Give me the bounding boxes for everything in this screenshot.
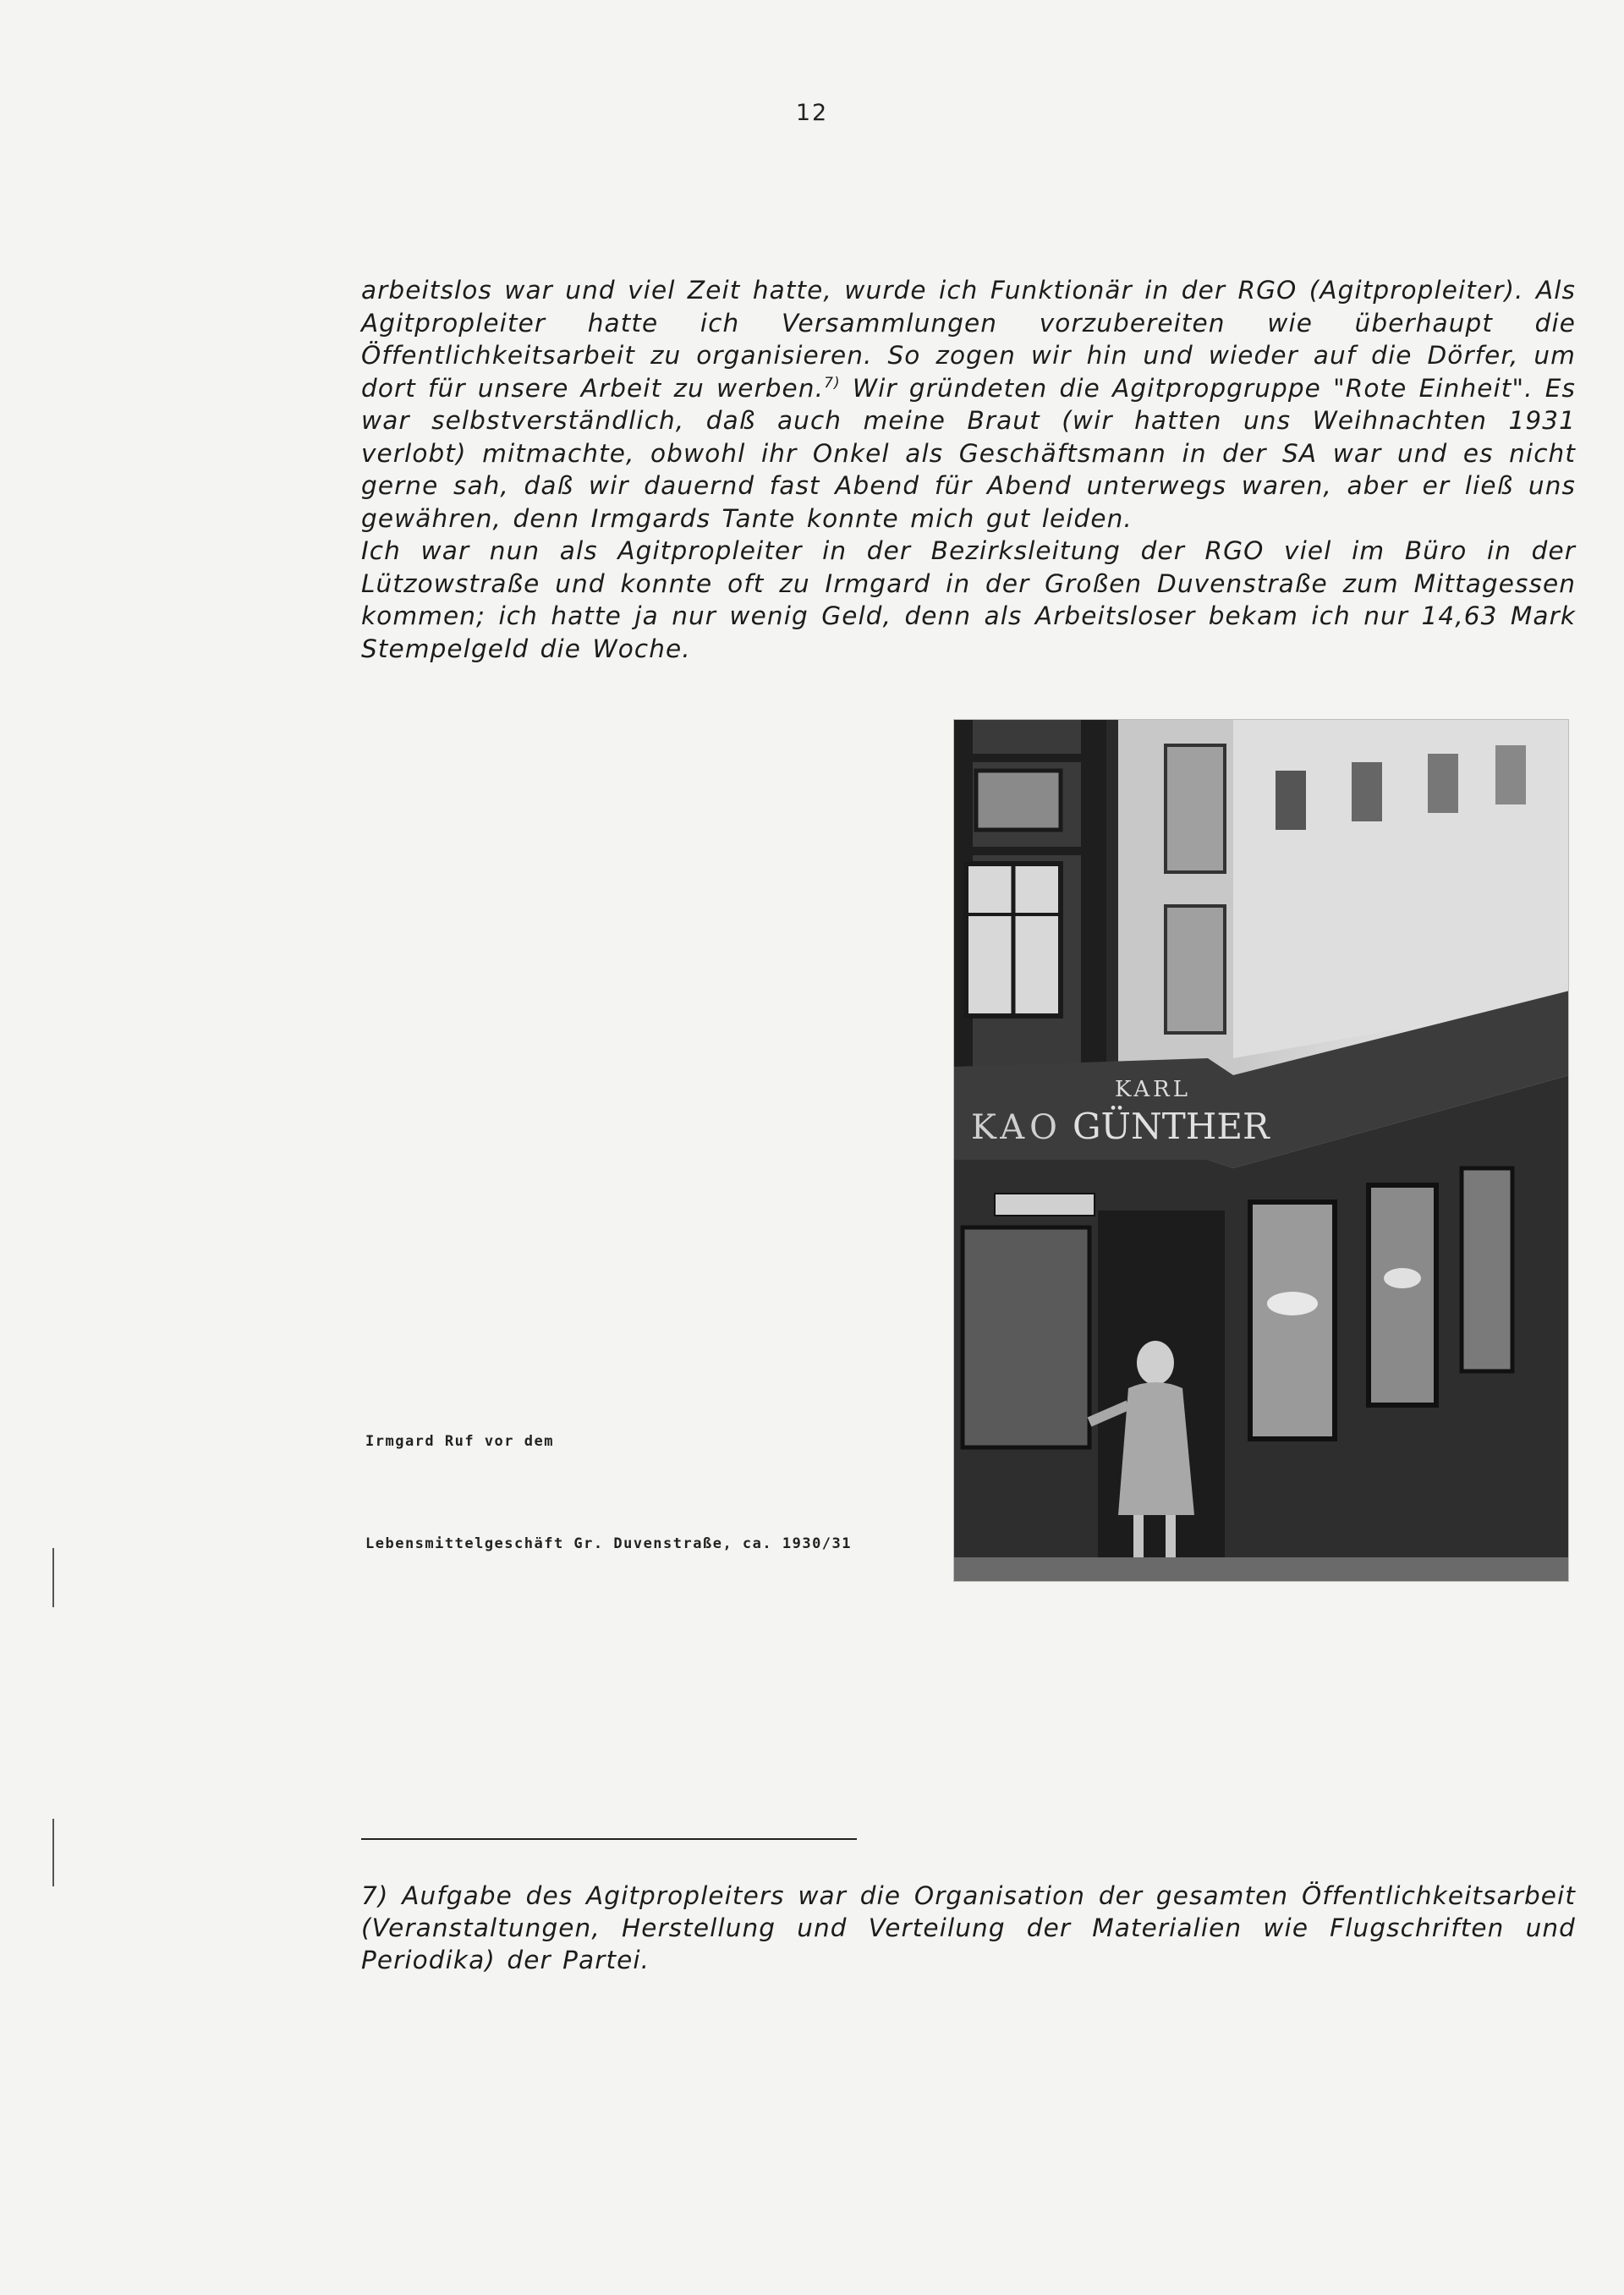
scan-margin-mark <box>52 1819 54 1886</box>
footnote <box>361 1880 1576 1976</box>
photo-caption-line-1: Irmgard Ruf vor dem <box>365 1433 554 1450</box>
paragraph-1 <box>361 274 1576 535</box>
photo-caption-line-2: Lebensmittelgeschäft Gr. Duvenstraße, ca. 1930/31 <box>365 1535 853 1552</box>
paragraph-1-text: arbeitslos war und viel Zeit hatte, wurde ich Funktionär in der RGO (Agitpropleiter). Als Agitpropleiter hatte ich Versammlungen vorzubereiten wie überhaupt die Öffentlichkeitsarbeit zu organisieren. So zogen wir hin und wieder auf die Dörfer, um dort für unsere Arbeit zu werben. <box>361 276 1576 403</box>
paragraph-1-continuation: Wir gründeten die Agitpropgruppe "Rote Einheit". Es war selbstverständlich, daß auch meine Braut (wir hatten uns Weihnachten 1931 verlobt) mitmachte, obwohl ihr Onkel als Geschäftsmann in der SA war und es nicht gerne sah, daß wir dauernd fast Abend für Abend unterwegs waren, aber er ließ uns gewähren, denn Irmgards Tante konnte mich gut leiden. <box>361 373 1576 533</box>
footnote-text: 7) Aufgabe des Agitpropleiters war die Organisation der gesamten Öffentlichkeitsarbeit (Veranstaltungen, Herstellung und Verteilung der Materialien wie Flugschriften und Periodika) der Partei. <box>361 1881 1576 1974</box>
paragraph-2: Ich war nun als Agitpropleiter in der Bezirksleitung der RGO viel im Büro in der Lützowstraße und konnte oft zu Irmgard in der Großen Duvenstraße zum Mittagessen kommen; ich hatte ja nur wenig Geld, denn als Arbeitsloser bekam ich nur 14,63 Mark Stempelgeld die Woche. <box>361 536 1576 663</box>
storefront-photo-drawing <box>954 720 1569 1582</box>
page-number: 12 <box>795 100 829 126</box>
sign-karl-text: KARL <box>1115 1077 1191 1102</box>
storefront-photo <box>953 719 1569 1582</box>
sign-guenther-text: GÜNTHER <box>1073 1106 1270 1147</box>
footnote-divider <box>361 1838 857 1840</box>
footnote-reference: 7) <box>824 374 841 392</box>
body-text <box>361 274 1576 665</box>
sign-kao-text: KAO <box>971 1108 1062 1147</box>
scan-margin-mark <box>52 1548 54 1607</box>
